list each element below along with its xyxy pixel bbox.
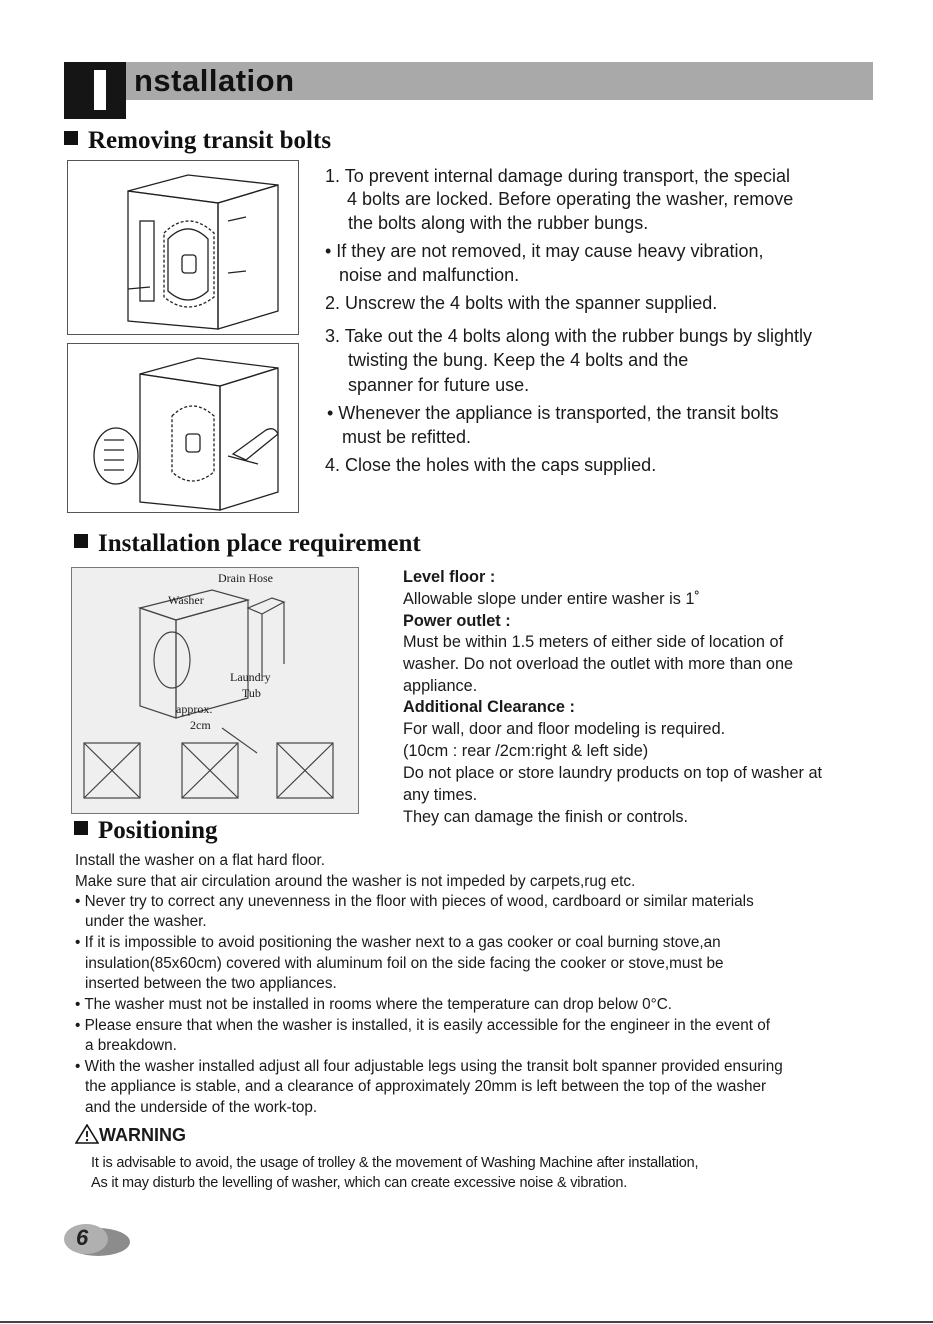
warning-heading: WARNING	[75, 1124, 186, 1146]
transit-line-3: the bolts along with the rubber bungs.	[348, 213, 649, 233]
positioning-line-5: • If it is impossible to avoid positioning the washer next to a gas cooker or coal burning stove,an	[75, 934, 721, 951]
page-badge-shape	[62, 1218, 132, 1264]
square-bullet-icon	[64, 131, 78, 145]
warning-line-2: As it may disturb the levelling of washer, which can create excessive noise & vibration.	[91, 1175, 628, 1191]
positioning-line-2: Make sure that air circulation around the washer is not impeded by carpets,rug etc.	[75, 873, 636, 890]
power-outlet-title: Power outlet :	[403, 612, 511, 630]
label-drain-hose: Drain Hose	[218, 571, 273, 585]
clearance-line-5: They can damage the finish or controls.	[403, 808, 689, 826]
header-initial-letter	[94, 70, 106, 110]
transit-line-2: 4 bolts are locked. Before operating the washer, remove	[347, 189, 794, 209]
page-number-badge	[64, 1218, 124, 1262]
section-heading-transit: Removing transit bolts	[64, 127, 331, 155]
label-laundry: Laundry	[230, 670, 271, 684]
figure-washer-spanner	[67, 343, 299, 513]
positioning-line-3: • Never try to correct any unevenness in the floor with pieces of wood, cardboard or similar materials	[75, 893, 754, 910]
transit-line-7: 3. Take out the 4 bolts along with the rubber bungs by slightly	[325, 326, 812, 346]
figure-washer-bolts	[67, 160, 299, 335]
positioning-line-6: insulation(85x60cm) covered with aluminum foil on the side facing the cooker or stove,must be	[85, 955, 724, 972]
warning-triangle-icon	[75, 1124, 99, 1144]
positioning-line-8: • The washer must not be installed in rooms where the temperature can drop below 0°C.	[75, 996, 673, 1013]
positioning-line-4: under the washer.	[85, 913, 207, 930]
positioning-line-12: the appliance is stable, and a clearance of approximately 20mm is left between the top of the washer	[85, 1078, 767, 1095]
label-distance: 2cm	[190, 718, 211, 732]
clearance-line-4: any times.	[403, 786, 478, 804]
positioning-line-13: and the underside of the work-top.	[85, 1099, 318, 1116]
positioning-line-10: a breakdown.	[85, 1037, 177, 1054]
transit-line-8: twisting the bung. Keep the 4 bolts and the	[348, 350, 689, 370]
positioning-line-9: • Please ensure that when the washer is installed, it is easily accessible for the engineer in the event of	[75, 1017, 770, 1034]
section-heading-positioning: Positioning	[74, 817, 217, 845]
page-number: 6	[76, 1225, 89, 1250]
label-approx: approx.	[176, 702, 213, 716]
transit-line-6: 2. Unscrew the 4 bolts with the spanner supplied.	[325, 293, 718, 313]
transit-line-5: noise and malfunction.	[339, 265, 520, 285]
power-line-2: washer. Do not overload the outlet with more than one	[403, 655, 794, 673]
transit-line-4: • If they are not removed, it may cause heavy vibration,	[325, 241, 764, 261]
bottom-rule	[0, 1321, 933, 1323]
positioning-line-1: Install the washer on a flat hard floor.	[75, 852, 325, 869]
power-line-3: appliance.	[403, 677, 478, 695]
warning-line-1: It is advisable to avoid, the usage of trolley & the movement of Washing Machine after installation,	[91, 1155, 699, 1171]
square-bullet-icon	[74, 534, 88, 548]
transit-line-1: 1. To prevent internal damage during transport, the special	[325, 166, 790, 186]
page-title: nstallation	[134, 63, 295, 98]
clearance-line-2: (10cm : rear /2cm:right & left side)	[403, 742, 649, 760]
label-tub: Tub	[242, 686, 261, 700]
clearance-title: Additional Clearance :	[403, 698, 575, 716]
figure-installation-drawing	[72, 568, 358, 813]
transit-line-10: • Whenever the appliance is transported, the transit bolts	[327, 403, 779, 423]
figure-installation-place	[71, 567, 359, 814]
positioning-line-7: inserted between the two appliances.	[85, 975, 337, 992]
clearance-line-1: For wall, door and floor modeling is required.	[403, 720, 726, 738]
transit-line-11: must be refitted.	[342, 427, 472, 447]
square-bullet-icon	[74, 821, 88, 835]
level-floor-title: Level floor :	[403, 568, 496, 586]
transit-line-9: spanner for future use.	[348, 375, 530, 395]
clearance-line-3: Do not place or store laundry products on top of washer at	[403, 764, 823, 782]
section-heading-place: Installation place requirement	[74, 530, 421, 558]
power-line-1: Must be within 1.5 meters of either side of location of	[403, 633, 784, 651]
positioning-line-11: • With the washer installed adjust all four adjustable legs using the transit bolt spanner provided ensuring	[75, 1058, 783, 1075]
label-washer: Washer	[168, 593, 204, 607]
level-floor-text: Allowable slope under entire washer is 1˚	[403, 590, 700, 608]
transit-line-12: 4. Close the holes with the caps supplied.	[325, 455, 657, 475]
